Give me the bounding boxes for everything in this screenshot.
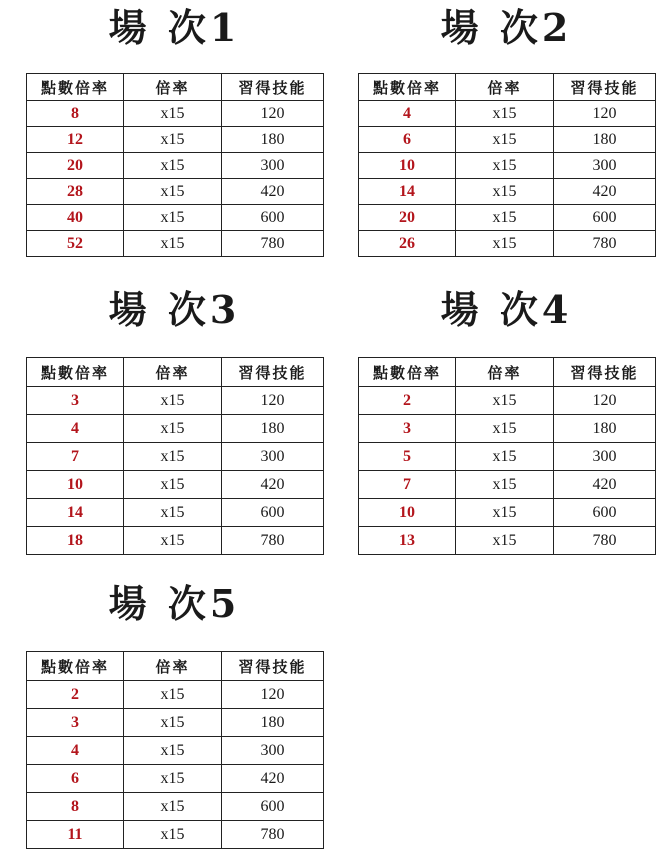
- header-multiplier: 倍率: [124, 358, 222, 387]
- multiplier-cell: x15: [124, 527, 222, 555]
- table-row: [27, 793, 324, 821]
- header-skill-learned: 習得技能: [222, 358, 324, 387]
- skill-cell: 120: [554, 101, 656, 127]
- multiplier-cell: x15: [456, 499, 554, 527]
- multiplier-cell: x15: [124, 737, 222, 765]
- points-cell: 3: [27, 709, 124, 737]
- table-row: [27, 765, 324, 793]
- points-cell: 10: [359, 499, 456, 527]
- skill-cell: 780: [554, 231, 656, 257]
- multiplier-cell: x15: [124, 101, 222, 127]
- points-cell: 6: [27, 765, 124, 793]
- session-table: [26, 357, 324, 555]
- table-row: [27, 127, 324, 153]
- session-table: [358, 73, 656, 257]
- table-row: [359, 231, 656, 257]
- skill-cell: 420: [222, 179, 324, 205]
- points-cell: 52: [27, 231, 124, 257]
- points-cell: 20: [27, 153, 124, 179]
- table-row: [359, 415, 656, 443]
- session-table: [26, 651, 324, 849]
- session-title: 場 次1: [108, 5, 241, 50]
- points-cell: 20: [359, 205, 456, 231]
- table-header-row: [27, 652, 324, 681]
- points-cell: 7: [359, 471, 456, 499]
- points-cell: 4: [27, 415, 124, 443]
- session-title: 場 次4: [440, 287, 573, 332]
- points-cell: 7: [27, 443, 124, 471]
- multiplier-cell: x15: [124, 153, 222, 179]
- multiplier-cell: x15: [124, 765, 222, 793]
- header-multiplier: 倍率: [456, 74, 554, 101]
- points-cell: 8: [27, 793, 124, 821]
- points-cell: 2: [359, 387, 456, 415]
- skill-cell: 420: [222, 765, 324, 793]
- points-cell: 26: [359, 231, 456, 257]
- skill-cell: 120: [554, 387, 656, 415]
- skill-cell: 600: [222, 205, 324, 231]
- skill-cell: 300: [222, 443, 324, 471]
- multiplier-cell: x15: [124, 793, 222, 821]
- table-row: [27, 179, 324, 205]
- header-points-rate: 點數倍率: [359, 74, 456, 101]
- table-row: [359, 179, 656, 205]
- table-row: [27, 499, 324, 527]
- table-row: [359, 205, 656, 231]
- points-cell: 3: [359, 415, 456, 443]
- multiplier-cell: x15: [124, 387, 222, 415]
- header-points-rate: 點數倍率: [27, 74, 124, 101]
- multiplier-cell: x15: [124, 709, 222, 737]
- multiplier-cell: x15: [124, 127, 222, 153]
- session-title: 場 次5: [108, 581, 241, 626]
- skill-cell: 600: [554, 205, 656, 231]
- skill-cell: 120: [222, 101, 324, 127]
- table-row: [359, 443, 656, 471]
- points-cell: 5: [359, 443, 456, 471]
- table-row: [27, 681, 324, 709]
- points-cell: 6: [359, 127, 456, 153]
- points-cell: 18: [27, 527, 124, 555]
- header-skill-learned: 習得技能: [222, 74, 324, 101]
- table-row: [359, 153, 656, 179]
- table-row: [359, 471, 656, 499]
- multiplier-cell: x15: [124, 415, 222, 443]
- multiplier-cell: x15: [124, 443, 222, 471]
- points-cell: 14: [359, 179, 456, 205]
- table-header-row: [27, 74, 324, 101]
- table-row: [27, 387, 324, 415]
- skill-cell: 300: [222, 153, 324, 179]
- header-skill-learned: 習得技能: [222, 652, 324, 681]
- header-skill-learned: 習得技能: [554, 358, 656, 387]
- table-row: [359, 527, 656, 555]
- header-multiplier: 倍率: [124, 74, 222, 101]
- points-cell: 40: [27, 205, 124, 231]
- multiplier-cell: x15: [456, 153, 554, 179]
- session-table: [358, 357, 656, 555]
- table-row: [27, 415, 324, 443]
- header-points-rate: 點數倍率: [27, 358, 124, 387]
- table-row: [27, 443, 324, 471]
- table-header-row: [27, 358, 324, 387]
- points-cell: 2: [27, 681, 124, 709]
- points-cell: 8: [27, 101, 124, 127]
- multiplier-cell: x15: [124, 231, 222, 257]
- skill-cell: 180: [554, 127, 656, 153]
- table-row: [27, 709, 324, 737]
- multiplier-cell: x15: [456, 443, 554, 471]
- points-cell: 3: [27, 387, 124, 415]
- points-cell: 11: [27, 821, 124, 849]
- points-cell: 14: [27, 499, 124, 527]
- skill-cell: 420: [554, 179, 656, 205]
- multiplier-cell: x15: [124, 471, 222, 499]
- table-header-row: [359, 74, 656, 101]
- table-row: [27, 471, 324, 499]
- points-cell: 28: [27, 179, 124, 205]
- points-cell: 10: [359, 153, 456, 179]
- skill-cell: 120: [222, 387, 324, 415]
- header-multiplier: 倍率: [124, 652, 222, 681]
- multiplier-cell: x15: [456, 101, 554, 127]
- table-row: [359, 127, 656, 153]
- table-row: [359, 387, 656, 415]
- skill-cell: 600: [222, 499, 324, 527]
- points-cell: 13: [359, 527, 456, 555]
- skill-cell: 180: [222, 415, 324, 443]
- header-multiplier: 倍率: [456, 358, 554, 387]
- multiplier-cell: x15: [456, 231, 554, 257]
- skill-cell: 780: [554, 527, 656, 555]
- table-row: [27, 821, 324, 849]
- skill-cell: 300: [554, 153, 656, 179]
- skill-cell: 600: [222, 793, 324, 821]
- table-row: [27, 737, 324, 765]
- points-cell: 10: [27, 471, 124, 499]
- multiplier-cell: x15: [124, 821, 222, 849]
- table-row: [27, 205, 324, 231]
- points-cell: 4: [27, 737, 124, 765]
- skill-cell: 300: [554, 443, 656, 471]
- session-title: 場 次3: [108, 287, 241, 332]
- skill-cell: 780: [222, 527, 324, 555]
- multiplier-cell: x15: [456, 471, 554, 499]
- skill-cell: 420: [222, 471, 324, 499]
- table-row: [27, 231, 324, 257]
- multiplier-cell: x15: [456, 205, 554, 231]
- multiplier-cell: x15: [124, 179, 222, 205]
- skill-cell: 420: [554, 471, 656, 499]
- table-header-row: [359, 358, 656, 387]
- skill-cell: 300: [222, 737, 324, 765]
- skill-cell: 180: [222, 709, 324, 737]
- table-row: [27, 101, 324, 127]
- skill-cell: 780: [222, 231, 324, 257]
- multiplier-cell: x15: [456, 527, 554, 555]
- skill-cell: 180: [554, 415, 656, 443]
- multiplier-cell: x15: [124, 205, 222, 231]
- skill-cell: 600: [554, 499, 656, 527]
- multiplier-cell: x15: [456, 415, 554, 443]
- multiplier-cell: x15: [456, 179, 554, 205]
- table-row: [359, 101, 656, 127]
- skill-cell: 120: [222, 681, 324, 709]
- multiplier-cell: x15: [124, 499, 222, 527]
- skill-cell: 780: [222, 821, 324, 849]
- header-points-rate: 點數倍率: [359, 358, 456, 387]
- header-skill-learned: 習得技能: [554, 74, 656, 101]
- multiplier-cell: x15: [124, 681, 222, 709]
- session-title: 場 次2: [440, 5, 573, 50]
- header-points-rate: 點數倍率: [27, 652, 124, 681]
- table-row: [27, 527, 324, 555]
- table-row: [27, 153, 324, 179]
- session-table: [26, 73, 324, 257]
- multiplier-cell: x15: [456, 387, 554, 415]
- multiplier-cell: x15: [456, 127, 554, 153]
- points-cell: 12: [27, 127, 124, 153]
- points-cell: 4: [359, 101, 456, 127]
- skill-cell: 180: [222, 127, 324, 153]
- table-row: [359, 499, 656, 527]
